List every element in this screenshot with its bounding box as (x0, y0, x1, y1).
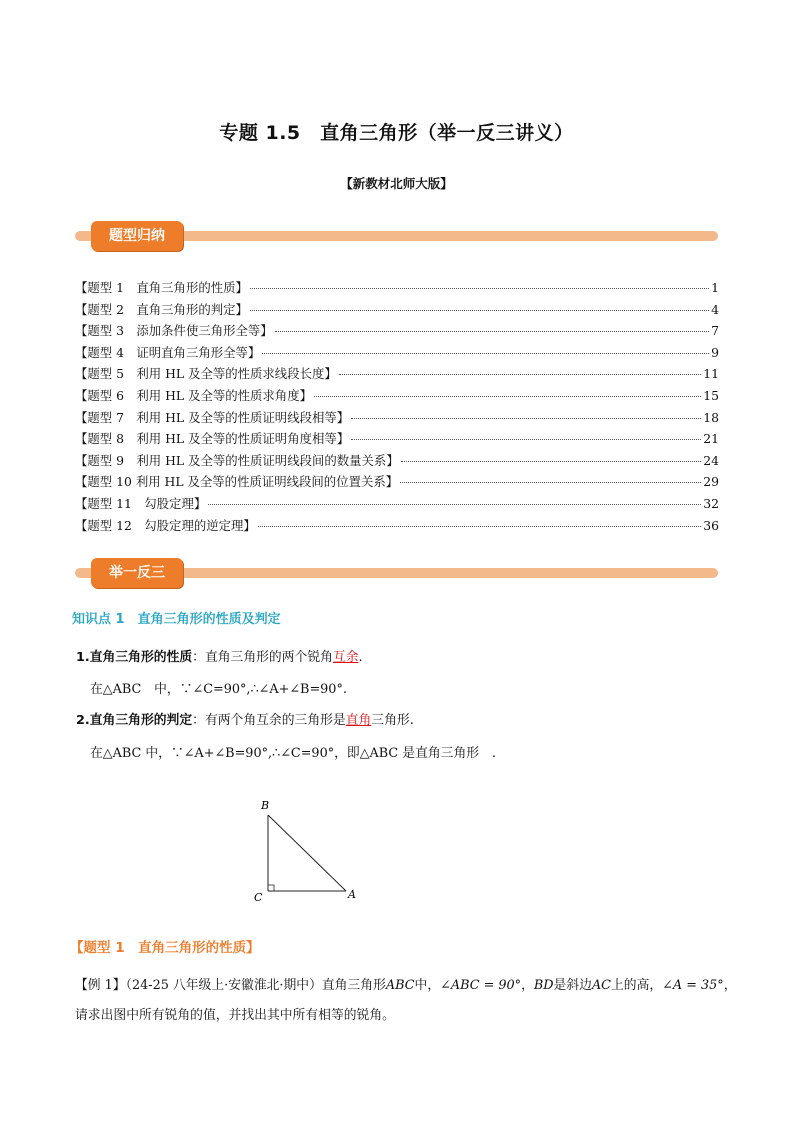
toc-entry-page: 32 (703, 495, 719, 511)
toc-entry-page: 21 (703, 431, 719, 447)
toc-entry[interactable] (75, 386, 719, 408)
property-example: 在△ABC 中，∵∠C=90°,∴∠A+∠B=90°. (90, 682, 347, 697)
toc-entry[interactable] (75, 516, 719, 538)
toc-entry-page: 18 (703, 409, 719, 425)
criterion-example: 在△ABC 中，∵∠A+∠B=90°,∴∠C=90°，即△ABC 是直角三角形 . (90, 746, 496, 761)
side-ab (268, 815, 346, 891)
criterion-heading: 2.直角三角形的判定 (76, 713, 193, 728)
toc-entry[interactable] (75, 300, 719, 322)
toc-entry-page: 36 (703, 517, 719, 533)
toc-leader-dots (339, 374, 701, 375)
math-bd: BD (533, 978, 554, 993)
right-angle-mark (268, 885, 274, 891)
example-text: 中， (414, 978, 441, 993)
summary-banner-label: 题型归纳 (91, 221, 183, 251)
criterion-keyword: 直角 (345, 713, 372, 728)
toc-entry-label: 【题型 12 勾股定理的逆定理】 (75, 517, 256, 533)
property-text: ：直角三角形的两个锐角 (192, 650, 333, 665)
toc-entry-label: 【题型 11 勾股定理】 (75, 495, 207, 511)
criterion-paragraph (76, 709, 414, 728)
toc-leader-dots (250, 288, 709, 289)
toc-entry[interactable] (75, 472, 719, 494)
vertex-label-c: C (254, 891, 263, 904)
toc-entry-label: 【题型 9 利用 HL 及全等的性质证明线段间的数量关系】 (75, 452, 399, 468)
math-abc: ABC (385, 978, 415, 993)
toc-entry-label: 【题型 5 利用 HL 及全等的性质求线段长度】 (75, 366, 337, 382)
toc-leader-dots (250, 310, 709, 311)
toc-entry[interactable] (75, 343, 719, 365)
toc-entry-label: 【题型 7 利用 HL 及全等的性质证明线段相等】 (75, 409, 350, 425)
page-title: 专题 1.5 直角三角形（举一反三讲义） (219, 122, 574, 144)
toc-entry-page: 29 (703, 474, 719, 490)
toc-entry[interactable] (75, 364, 719, 386)
toc-entry[interactable] (75, 278, 719, 300)
toc-entry[interactable] (75, 408, 719, 430)
toc-leader-dots (351, 439, 701, 440)
toc-leader-dots (258, 526, 701, 527)
property-heading: 1.直角三角形的性质 (76, 650, 193, 665)
toc-entry-label: 【题型 6 利用 HL 及全等的性质求角度】 (75, 387, 312, 403)
toc-entry[interactable] (75, 451, 719, 473)
toc-leader-dots (401, 461, 702, 462)
toc-leader-dots (400, 482, 701, 483)
knowledge-point-title: 知识点 1 直角三角形的性质及判定 (72, 612, 281, 627)
table-of-contents (75, 278, 719, 537)
example-text: ， (521, 978, 534, 993)
toc-leader-dots (351, 418, 701, 419)
toc-leader-dots (262, 353, 709, 354)
toc-entry-page: 11 (703, 366, 719, 382)
criterion-text: ：有两个角互余的三角形是 (192, 713, 346, 728)
example-text: 上的高， (610, 978, 663, 993)
vertex-label-a: A (348, 888, 356, 901)
example-source: （24-25 八年级上·安徽淮北·期中） (125, 978, 322, 993)
practice-banner-label: 举一反三 (91, 558, 183, 588)
example-text: ， (723, 978, 737, 993)
toc-entry-page: 15 (703, 387, 719, 403)
edition-subtitle: 【新教材北师大版】 (340, 176, 453, 191)
toc-entry[interactable] (75, 429, 719, 451)
math-angle-a: ∠A = 35° (662, 978, 724, 993)
criterion-end: 三角形. (371, 713, 414, 728)
toc-entry-label: 【题型 2 直角三角形的判定】 (75, 301, 248, 317)
property-end: . (358, 650, 363, 665)
example-label: 【例 1】 (75, 978, 126, 993)
toc-entry-page: 7 (711, 323, 719, 339)
example-1-line-1 (75, 974, 736, 993)
toc-leader-dots (208, 504, 701, 505)
toc-entry-page: 1 (711, 280, 719, 295)
example-text: 直角三角形 (321, 978, 386, 993)
property-keyword: 互余 (332, 650, 359, 665)
toc-entry-label: 【题型 1 直角三角形的性质】 (75, 280, 248, 295)
math-angle-abc: ∠ABC = 90° (440, 978, 522, 993)
practice-banner (75, 558, 718, 588)
toc-entry[interactable] (75, 321, 719, 343)
toc-entry-label: 【题型 3 添加条件使三角形全等】 (75, 323, 273, 339)
toc-entry[interactable] (75, 494, 719, 516)
right-triangle-figure (240, 795, 370, 910)
toc-entry-label: 【题型 8 利用 HL 及全等的性质证明角度相等】 (75, 431, 350, 447)
math-ac: AC (591, 978, 611, 993)
toc-entry-page: 9 (711, 344, 719, 360)
toc-entry-page: 24 (703, 452, 719, 468)
toc-entry-page: 4 (711, 301, 719, 317)
property-paragraph (76, 646, 363, 665)
example-1-line-2: 请求出图中所有锐角的值，并找出其中所有相等的锐角。 (75, 1008, 395, 1023)
type-1-title: 【题型 1 直角三角形的性质】 (70, 940, 260, 956)
toc-entry-label: 【题型 4 证明直角三角形全等】 (75, 344, 261, 360)
summary-banner (75, 221, 718, 251)
toc-leader-dots (275, 331, 709, 332)
example-text: 是斜边 (553, 978, 592, 993)
toc-entry-label: 【题型 10 利用 HL 及全等的性质证明线段间的位置关系】 (75, 474, 399, 490)
toc-leader-dots (314, 396, 701, 397)
vertex-label-b: B (261, 799, 270, 812)
